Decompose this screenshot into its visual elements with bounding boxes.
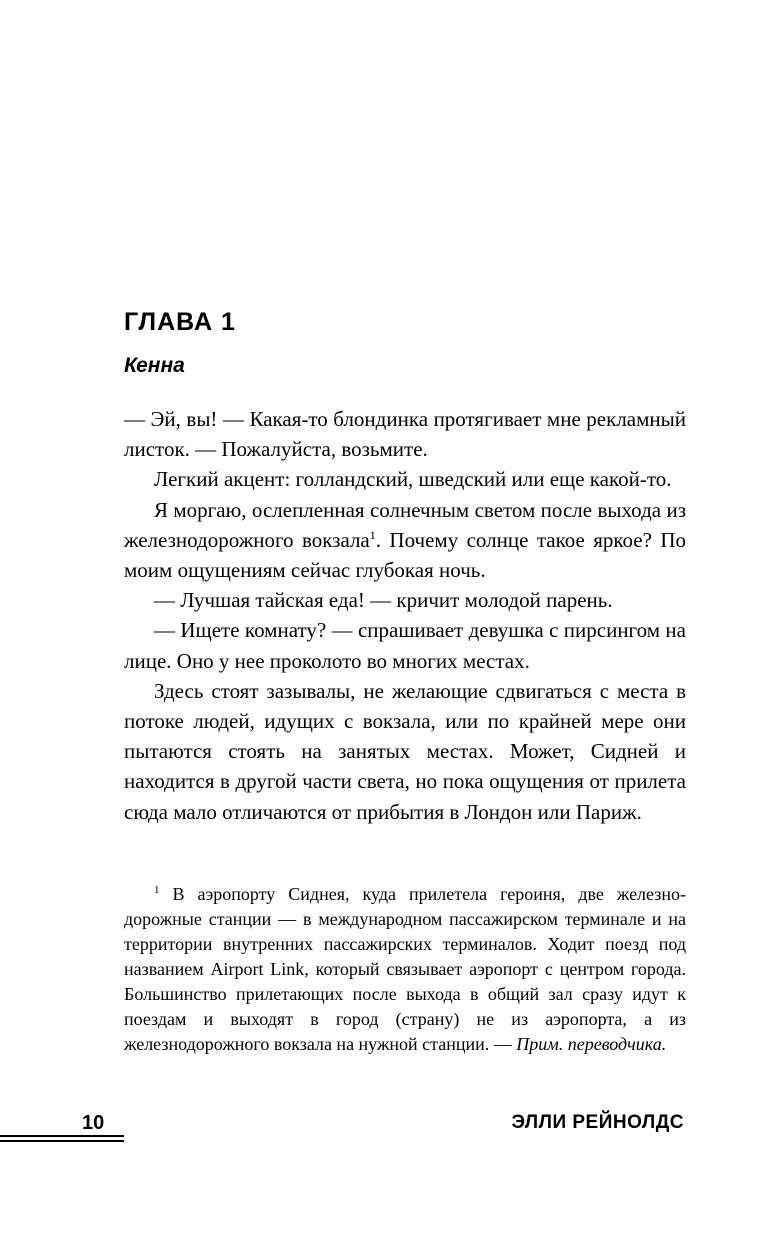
folio-rule-upper <box>0 1135 124 1137</box>
paragraph-2: Легкий акцент: голландский, шведский или еще какой-то. <box>154 467 672 492</box>
paragraph-5: — Ищете комнату? — спрашивает девушка с пирсингом на лице. Оно у нее проколото во многих местах. <box>124 618 686 673</box>
footnote-text: В аэропорту Сиднея, куда прилетела героиня, две железнодорожные станции — в международном пассажирском терминале и на территории внутренних пассажирских терминалов. Ходит поезд под названием Airport Link, который связывает аэропорт с центром города. Большинство прилетающих после выхода в общий зал сразу идут к поездам и выходят в город (страну) не из аэропорта, а из железнодорожного вокзала на нужной станции. — <box>124 884 686 1054</box>
body-text <box>124 404 686 827</box>
paragraph-1: — Эй, вы! — Какая-то блондинка протягивает мне рекламный листок. — Пожалуйста, возьмите. <box>124 407 686 462</box>
paragraph-6: Здесь стоят зазывалы, не желающие сдвигаться с места в потоке людей, идущих с вокзала, или по крайней мере они пытаются стоять на занятых местах. Может, Сидней и находится в другой части света, но пока ощущения от прилета сюда мало отличаются от прибытия в Лондон или Париж. <box>124 678 686 824</box>
footnote-mark: 1 <box>154 884 160 896</box>
chapter-subtitle: Кенна <box>124 354 185 377</box>
paragraph-4: — Лучшая тайская еда! — кричит молодой парень. <box>154 588 613 613</box>
footnote-attribution: Прим. переводчика. <box>516 1034 667 1054</box>
paragraph-3 <box>124 495 686 586</box>
footnote-reference: 1 <box>369 527 376 542</box>
folio-rule-lower <box>0 1140 124 1142</box>
chapter-title: ГЛАВА 1 <box>124 308 236 336</box>
paragraph-3-tail: . Почему солнце такое яркое? По моим ощущениям сейчас глубокая ночь. <box>124 527 686 583</box>
running-head: ЭЛЛИ РЕЙНОЛДС <box>511 1112 684 1133</box>
paragraph-3-text: Я моргаю, ослепленная солнечным светом после выхода из железнодорожного вокзала <box>124 497 686 552</box>
footnote <box>124 882 686 1057</box>
page-number: 10 <box>82 1112 105 1134</box>
